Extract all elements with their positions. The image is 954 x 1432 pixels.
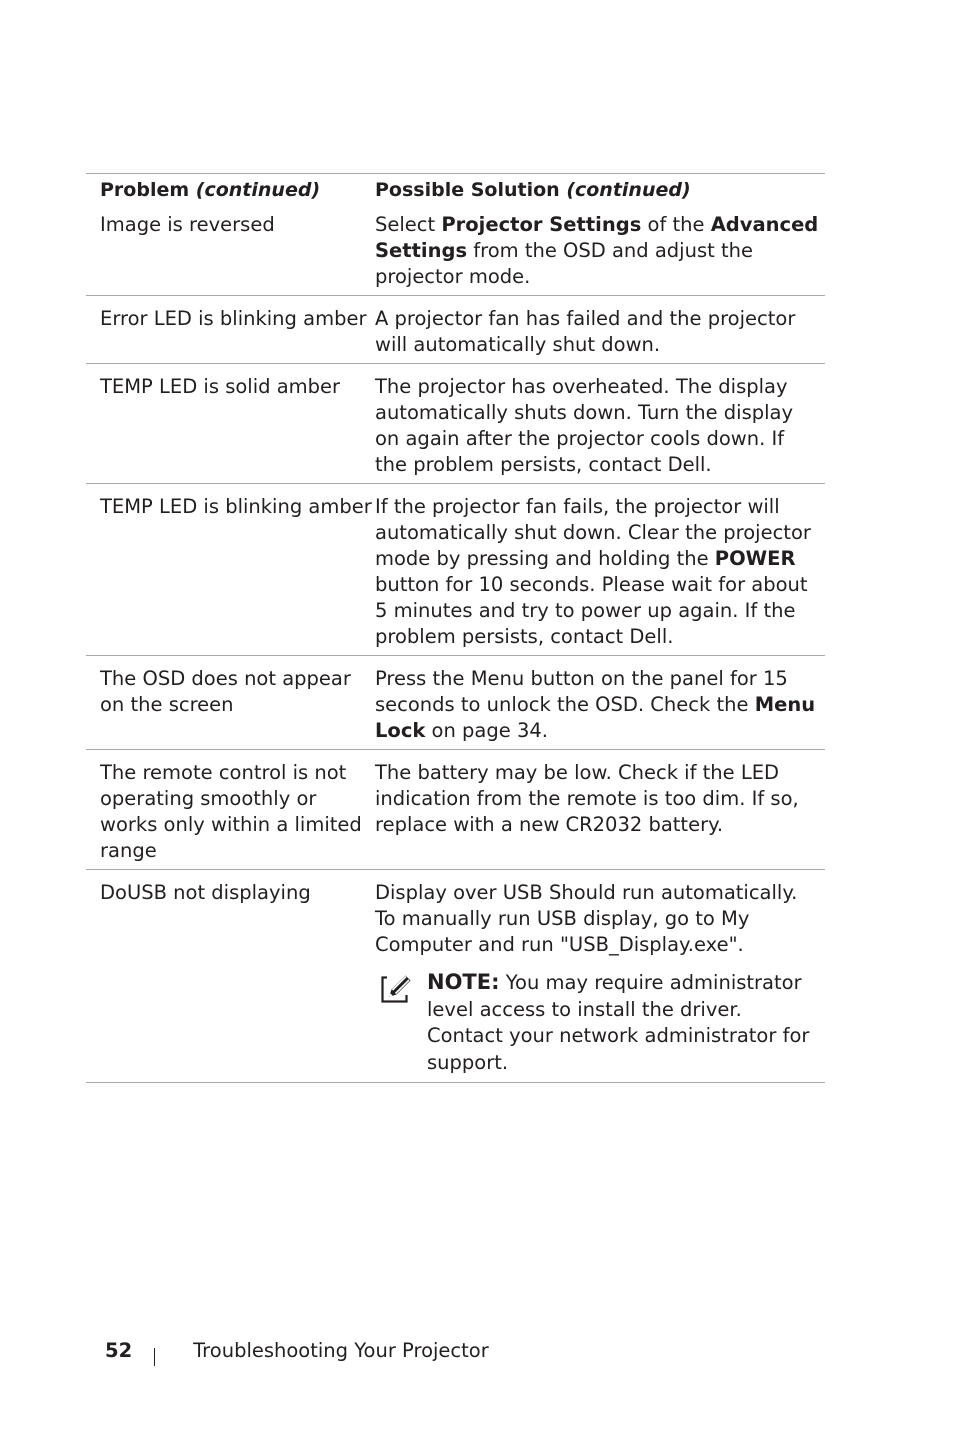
solution-bold-text: POWER (714, 547, 796, 570)
solution-cell (375, 870, 825, 1082)
problem-cell: Image is reversed (100, 213, 275, 236)
solution-cell: A projector fan has failed and the projector will automatically shut down. (375, 307, 796, 356)
note-box (375, 969, 821, 1077)
solution-text: from the OSD and adjust the projector mode. (375, 239, 753, 288)
solution-text: Select (375, 213, 442, 236)
solution-cell (375, 205, 825, 295)
solution-text: of the (641, 213, 711, 236)
note-pencil-icon (375, 969, 427, 1076)
solution-text: If the projector fan fails, the projector will automatically shut down. Clear the projector mode by pressing and holding the (375, 495, 811, 570)
solution-cell (375, 484, 825, 655)
note-label: NOTE: (427, 970, 500, 994)
solution-cell (375, 656, 825, 749)
page-number: 52 (105, 1339, 133, 1362)
solution-text: on page 34. (425, 719, 548, 742)
note-text (427, 969, 821, 1076)
solution-text: button for 10 seconds. Please wait for about 5 minutes and try to power up again. If the problem persists, contact Dell. (375, 573, 808, 648)
table-row (86, 656, 825, 750)
header-problem-label: Problem (100, 179, 190, 201)
section-title: Troubleshooting Your Projector (193, 1339, 489, 1362)
problem-cell: The OSD does not appear on the screen (100, 667, 351, 716)
table-row (86, 205, 825, 296)
solution-text: Press the Menu button on the panel for 15 seconds to unlock the OSD. Check the (375, 667, 788, 716)
table-row (86, 296, 825, 364)
note-body: You may require administrator level access to install the driver. Contact your network administrator for support. (427, 971, 810, 1074)
header-problem-suffix: (continued) (195, 179, 321, 201)
footer-divider (154, 1348, 155, 1366)
solution-bold-text: Menu Lock (375, 693, 816, 742)
header-solution-label: Possible Solution (375, 179, 560, 201)
solution-cell: The battery may be low. Check if the LED indication from the remote is too dim. If so, replace with a new CR2032 battery. (375, 761, 799, 836)
header-problem (86, 174, 375, 205)
solution-bold-text: Projector Settings (441, 213, 642, 236)
table-row (86, 364, 825, 484)
table-header-row (86, 174, 825, 205)
problem-cell: TEMP LED is solid amber (100, 375, 341, 398)
table-row (86, 484, 825, 656)
page-footer (105, 1336, 489, 1366)
header-solution (375, 174, 825, 205)
table-row (86, 750, 825, 870)
solution-bold-text: Advanced Settings (375, 213, 819, 262)
problem-cell: The remote control is not operating smoothly or works only within a limited range (100, 761, 362, 862)
problem-cell: TEMP LED is blinking amber (100, 495, 372, 518)
problem-cell: Error LED is blinking amber (100, 307, 367, 330)
troubleshooting-table (86, 173, 825, 1083)
solution-text: Display over USB Should run automatically. To manually run USB display, go to My Computer and run "USB_Display.exe". (375, 881, 798, 956)
problem-cell: DoUSB not displaying (100, 881, 311, 904)
header-solution-suffix: (continued) (566, 179, 691, 201)
table-row (86, 870, 825, 1083)
solution-cell: The projector has overheated. The display automatically shuts down. Turn the display on again after the projector cools down. If the problem persists, contact Dell. (375, 375, 794, 476)
